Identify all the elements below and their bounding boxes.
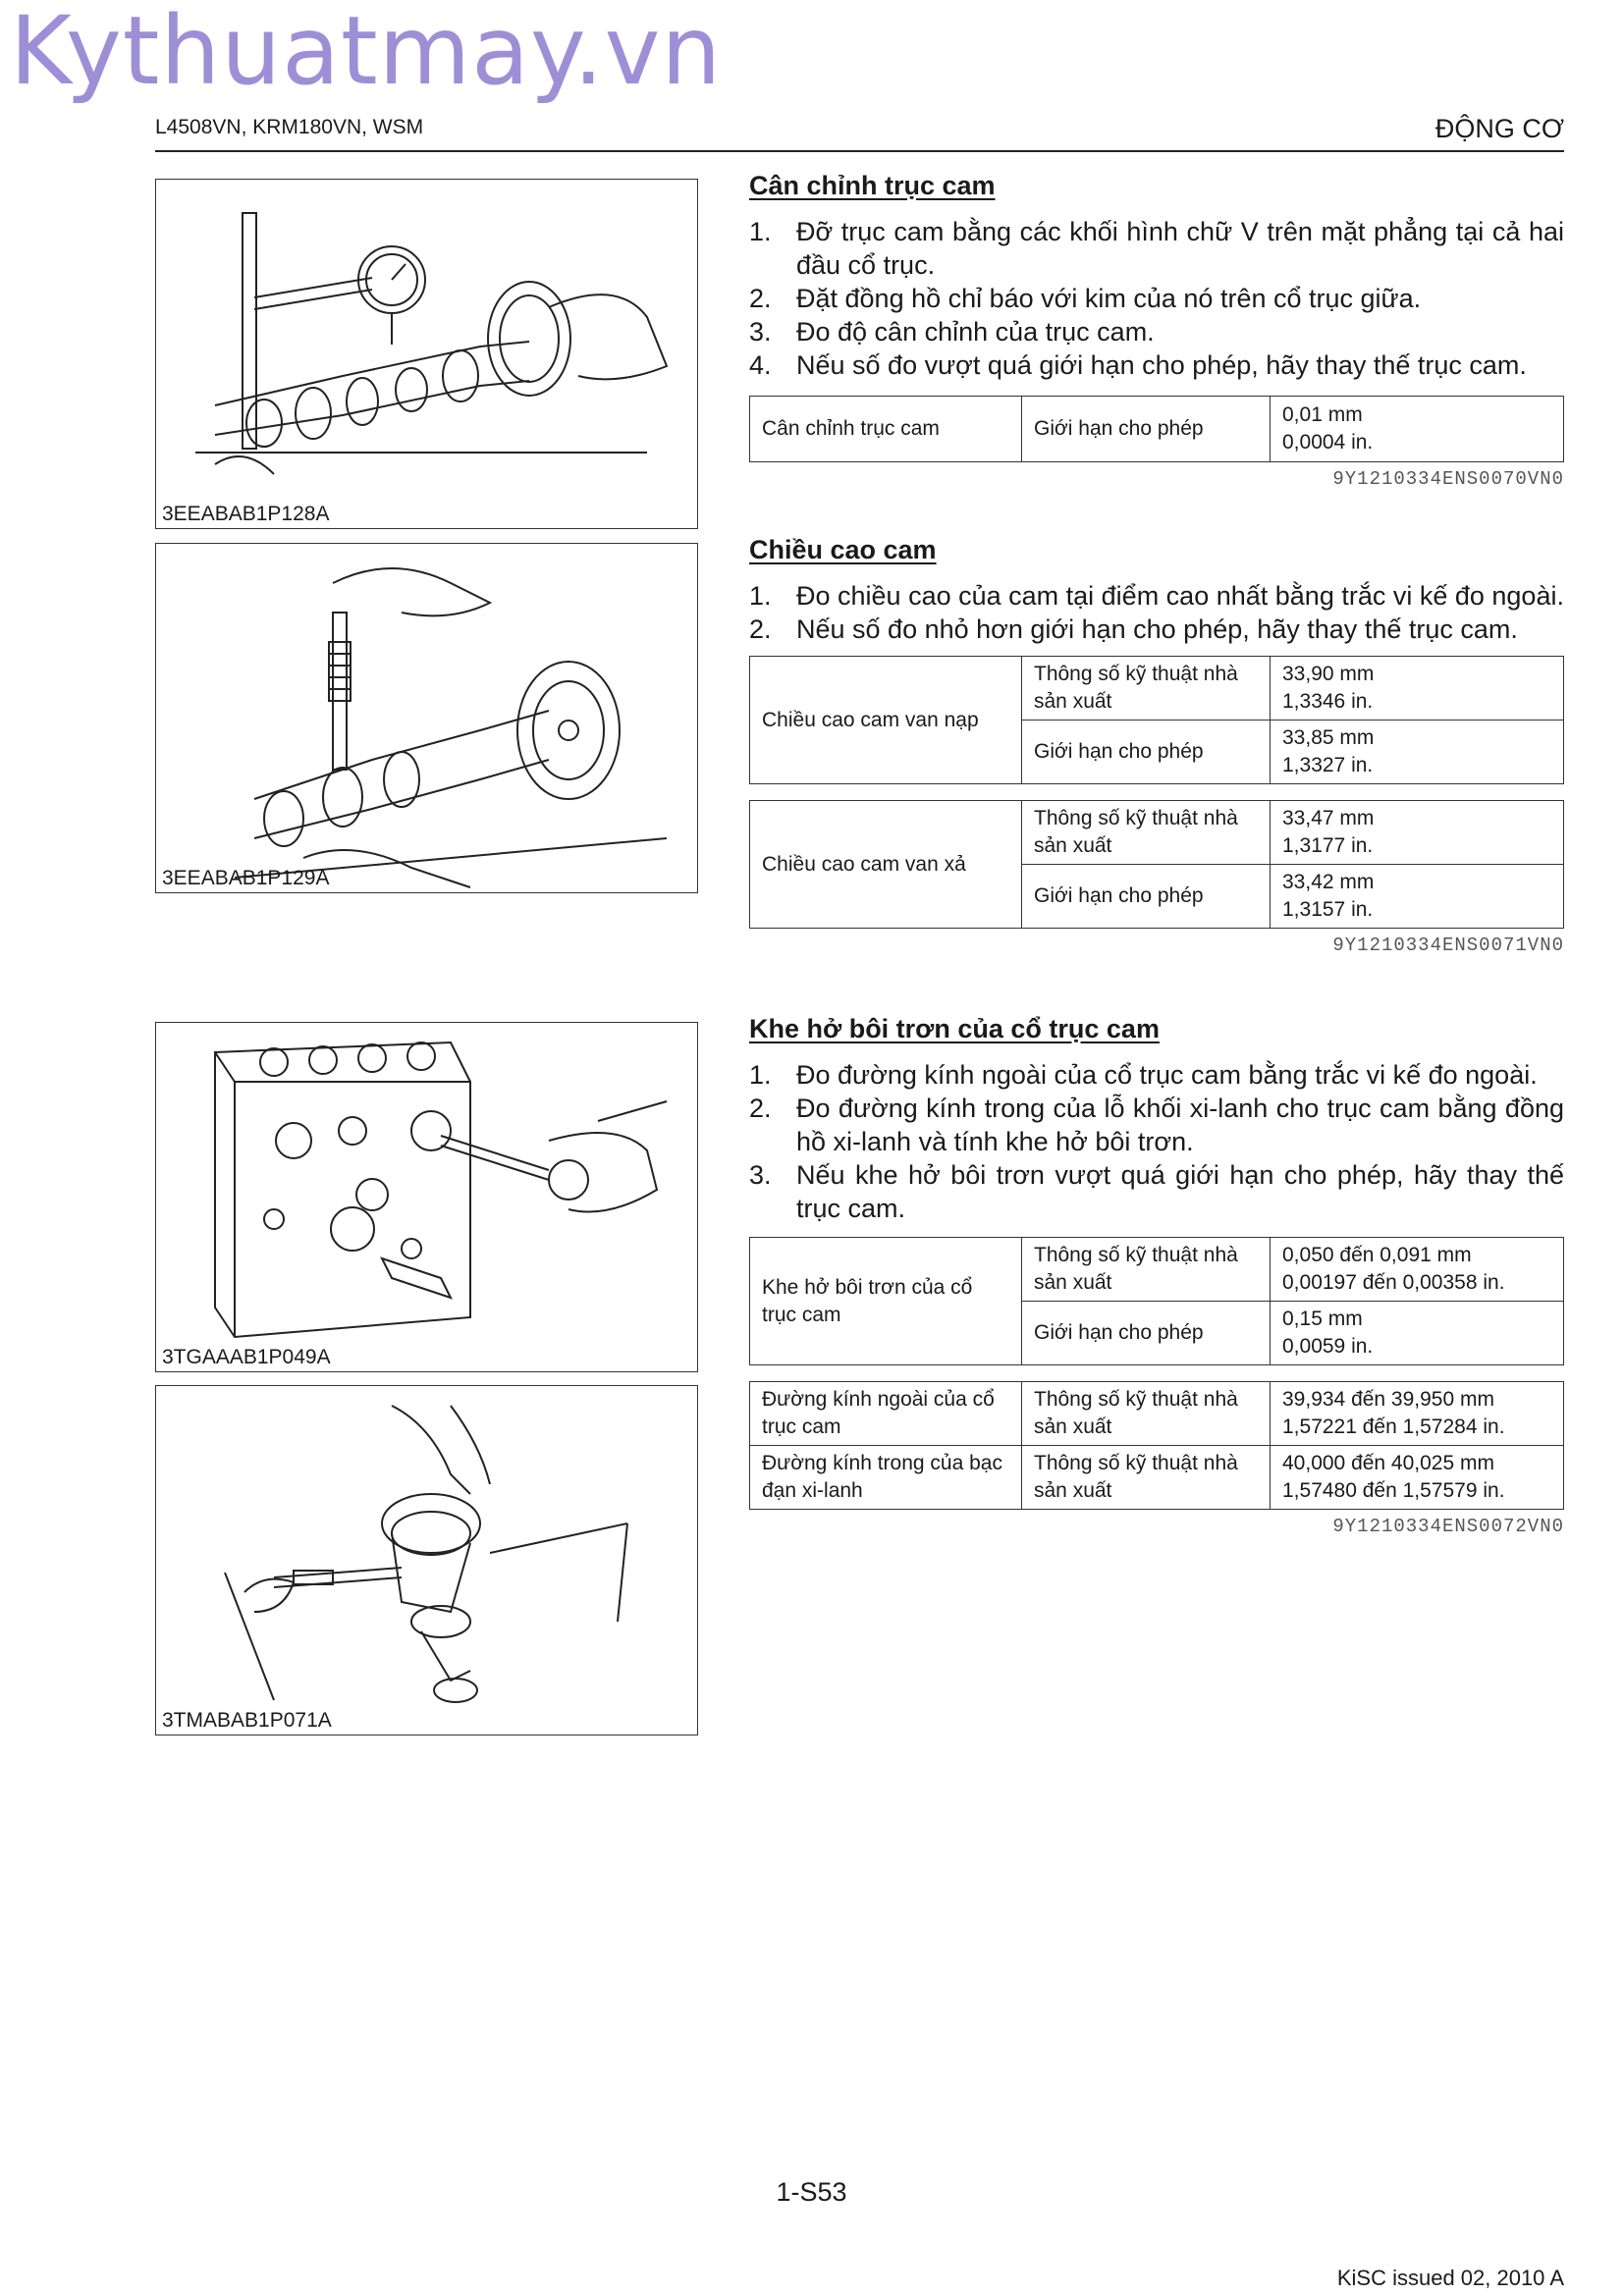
journal-od-illustration	[156, 1386, 699, 1736]
spec-item: Chiều cao cam van nạp	[750, 657, 1022, 784]
spec-table-diameters	[749, 1381, 1564, 1510]
chapter-header: ĐỘNG CƠ	[1434, 114, 1564, 143]
spec-value	[1271, 657, 1564, 721]
spec-item: Chiều cao cam van xả	[750, 801, 1022, 929]
spec-value	[1271, 1382, 1564, 1446]
value-in: 1,3346 in.	[1282, 690, 1374, 713]
step-text: Đặt đồng hồ chỉ báo với kim của nó trên cổ trục giữa.	[796, 284, 1422, 313]
step-item	[749, 1058, 1564, 1092]
section-camshaft-alignment	[749, 171, 1564, 490]
step-number: 2.	[749, 1094, 772, 1123]
spec-value	[1271, 865, 1564, 929]
value-in: 0,0059 in.	[1282, 1335, 1374, 1358]
spec-label: Thông số kỹ thuật nhà sản xuất	[1022, 1446, 1271, 1510]
step-text: Đỡ trục cam bằng các khối hình chữ V trên mặt phẳng tại cả hai đầu cổ trục.	[796, 217, 1564, 280]
header-rule	[155, 150, 1564, 152]
step-text: Nếu số đo nhỏ hơn giới hạn cho phép, hãy thay thế trục cam.	[796, 614, 1518, 644]
step-number: 1.	[749, 1060, 772, 1090]
spec-label: Thông số kỹ thuật nhà sản xuất	[1022, 801, 1271, 865]
figure-caption: 3EEABAB1P128A	[162, 503, 330, 525]
step-text: Đo đường kính trong của lỗ khối xi-lanh cho trục cam bằng đồng hồ xi-lanh và tính khe hở bôi trơn.	[796, 1094, 1564, 1156]
spec-table-clearance	[749, 1237, 1564, 1365]
step-item	[749, 315, 1564, 348]
spec-label: Giới hạn cho phép	[1022, 397, 1271, 462]
step-number: 2.	[749, 614, 772, 644]
issue-note: KiSC issued 02, 2010 A	[1336, 2266, 1564, 2290]
step-text: Nếu khe hở bôi trơn vượt quá giới hạn cho phép, hãy thay thế trục cam.	[796, 1160, 1564, 1223]
step-number: 3.	[749, 1160, 772, 1190]
step-item	[749, 579, 1564, 613]
spec-value	[1271, 1238, 1564, 1302]
spec-item: Cân chỉnh trục cam	[750, 397, 1022, 462]
page-number: 1-S53	[776, 2177, 847, 2207]
section-title: Chiều cao cam	[749, 535, 937, 564]
spec-value	[1271, 801, 1564, 865]
value-mm: 0,01 mm	[1282, 403, 1363, 426]
step-list	[749, 215, 1564, 382]
step-text: Đo độ cân chỉnh của trục cam.	[796, 317, 1155, 347]
camshaft-alignment-illustration	[156, 180, 699, 530]
model-header: L4508VN, KRM180VN, WSM	[155, 116, 424, 138]
spec-label: Thông số kỹ thuật nhà sản xuất	[1022, 1382, 1271, 1446]
value-mm: 33,47 mm	[1282, 807, 1375, 829]
step-item	[749, 1158, 1564, 1225]
spec-value	[1271, 1446, 1564, 1510]
spec-label: Thông số kỹ thuật nhà sản xuất	[1022, 657, 1271, 721]
value-in: 1,57480 đến 1,57579 in.	[1282, 1479, 1505, 1502]
site-watermark: Kythuatmay.vn	[10, 0, 723, 106]
step-list	[749, 1058, 1564, 1225]
value-mm: 0,050 đến 0,091 mm	[1282, 1244, 1472, 1266]
figure-cylinder-block	[155, 1022, 698, 1372]
section-cam-height	[749, 535, 1564, 956]
value-in: 0,0004 in.	[1282, 431, 1374, 454]
spec-label: Giới hạn cho phép	[1022, 1302, 1271, 1365]
value-mm: 0,15 mm	[1282, 1308, 1363, 1330]
spec-item: Đường kính trong của bạc đạn xi-lanh	[750, 1446, 1022, 1510]
figure-cam-height	[155, 543, 698, 893]
step-text: Đo đường kính ngoài của cổ trục cam bằng trắc vi kế đo ngoài.	[796, 1060, 1538, 1090]
value-mm: 40,000 đến 40,025 mm	[1282, 1452, 1494, 1474]
figure-camshaft-alignment	[155, 179, 698, 529]
step-item	[749, 282, 1564, 315]
document-code: 9Y1210334ENS0070VN0	[1332, 468, 1564, 490]
value-mm: 33,42 mm	[1282, 871, 1375, 893]
spec-value	[1271, 1302, 1564, 1365]
value-mm: 33,85 mm	[1282, 726, 1375, 749]
spec-label: Giới hạn cho phép	[1022, 865, 1271, 929]
spec-label: Thông số kỹ thuật nhà sản xuất	[1022, 1238, 1271, 1302]
step-item	[749, 348, 1564, 382]
value-in: 1,3327 in.	[1282, 754, 1374, 776]
spec-item: Khe hở bôi trơn của cổ trục cam	[750, 1238, 1022, 1365]
section-title: Khe hở bôi trơn của cổ trục cam	[749, 1014, 1160, 1043]
figure-caption: 3TMABAB1P071A	[162, 1709, 332, 1732]
cylinder-block-illustration	[156, 1023, 699, 1373]
value-in: 0,00197 đến 0,00358 in.	[1282, 1271, 1505, 1294]
spec-value	[1271, 397, 1564, 462]
step-item	[749, 613, 1564, 646]
value-mm: 33,90 mm	[1282, 663, 1375, 685]
section-journal-clearance	[749, 1014, 1564, 1537]
value-mm: 39,934 đến 39,950 mm	[1282, 1388, 1494, 1411]
step-number: 1.	[749, 217, 772, 246]
section-title: Cân chỉnh trục cam	[749, 171, 996, 200]
value-in: 1,3157 in.	[1282, 898, 1374, 921]
value-in: 1,3177 in.	[1282, 834, 1374, 857]
figure-caption: 3TGAAAB1P049A	[162, 1346, 331, 1368]
spec-label: Giới hạn cho phép	[1022, 721, 1271, 784]
step-number: 3.	[749, 317, 772, 347]
step-text: Đo chiều cao của cam tại điểm cao nhất bằng trắc vi kế đo ngoài.	[796, 581, 1564, 611]
spec-table-exhaust	[749, 800, 1564, 929]
spec-table	[749, 396, 1564, 462]
step-text: Nếu số đo vượt quá giới hạn cho phép, hãy thay thế trục cam.	[796, 350, 1527, 380]
spec-value	[1271, 721, 1564, 784]
figure-caption: 3EEABAB1P129A	[162, 867, 330, 889]
figure-journal-od	[155, 1385, 698, 1735]
step-item	[749, 1092, 1564, 1158]
spec-table-intake	[749, 656, 1564, 784]
step-number: 4.	[749, 350, 772, 380]
step-number: 1.	[749, 581, 772, 611]
value-in: 1,57221 đến 1,57284 in.	[1282, 1415, 1505, 1438]
document-code: 9Y1210334ENS0071VN0	[1332, 934, 1564, 956]
step-list	[749, 579, 1564, 646]
document-code: 9Y1210334ENS0072VN0	[1332, 1516, 1564, 1537]
step-item	[749, 215, 1564, 282]
cam-height-illustration	[156, 544, 699, 894]
spec-item: Đường kính ngoài của cổ trục cam	[750, 1382, 1022, 1446]
step-number: 2.	[749, 284, 772, 313]
